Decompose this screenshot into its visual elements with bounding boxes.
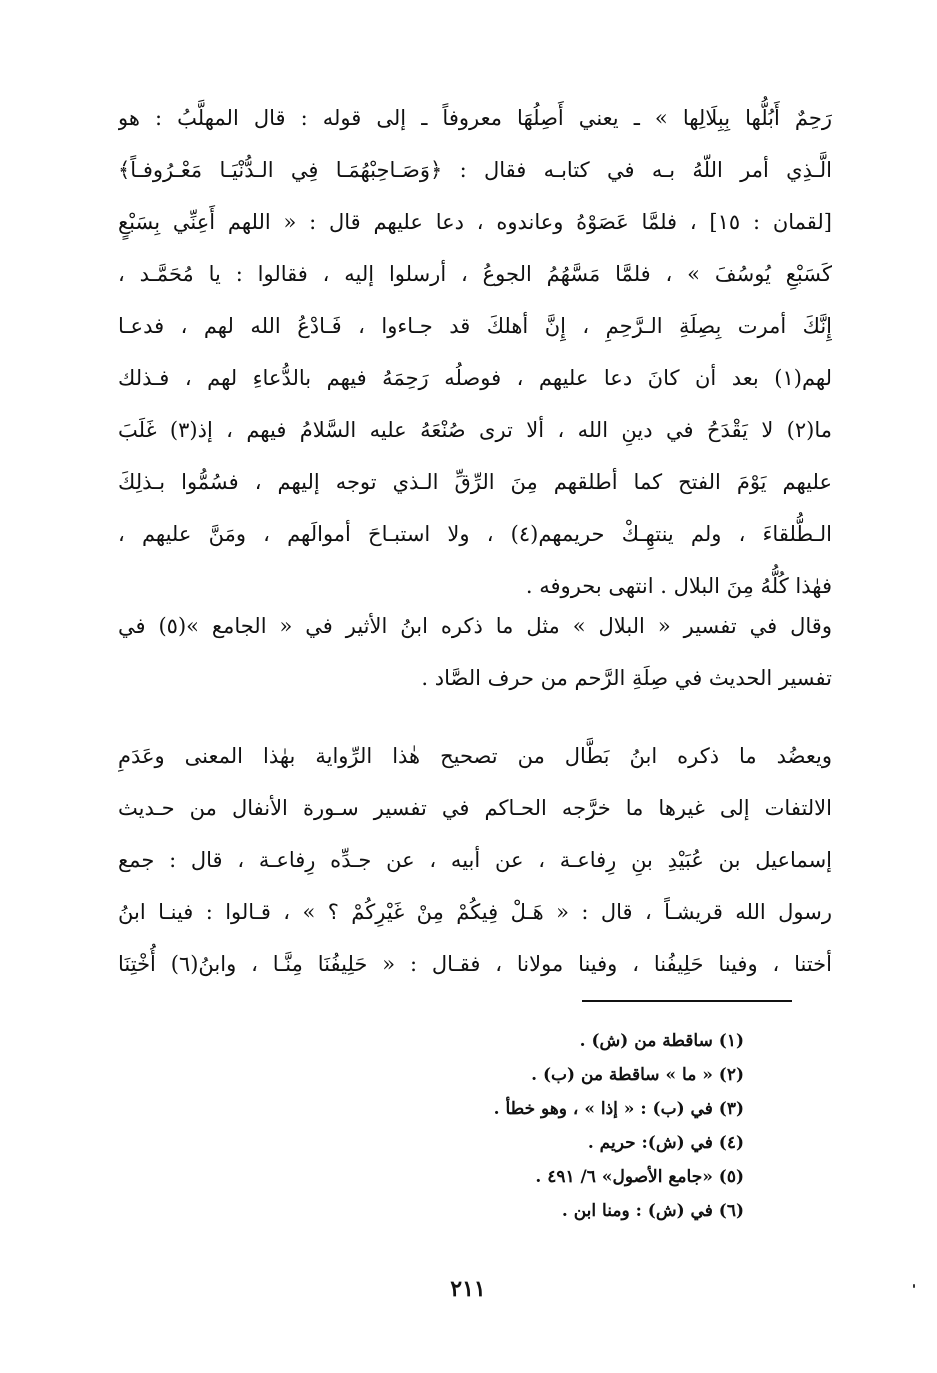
text-line: ويعضُد ما ذكره ابنُ بَطَّال من تصحيح هٰذا الرِّواية بهٰذا المعنى وعَدَمِ: [118, 744, 832, 768]
footnote-item: (٤) في (ش): حريم .: [587, 1133, 744, 1153]
text-line: الَّـذِي أمر اللّهُ بـه في كتابـه فقال : ﴿وَصَـاحِبْهُمَـا فِي الـدُّنْيَـا مَعْـرُوفـاً﴾: [118, 158, 832, 182]
paragraph-3: [118, 730, 832, 990]
text-line: إسماعيل بن عُبَيْدِ بنِ رِفاعـة ، عن أبيه ، عن جـدِّه رِفاعـة ، قال : جمع: [118, 848, 832, 872]
footnote-item: (٣) في (ب) : « إذا » ، وهو خطأ .: [493, 1099, 744, 1119]
footnote-item: (٢) « ما » ساقطة من (ب) .: [531, 1065, 744, 1085]
footnotes: [300, 1024, 744, 1228]
text-line: كَسَبْعِ يُوسُفَ » ، فلمَّا مَسَّهُمُ الجوعُ ، أرسلوا إليه ، فقالوا : يا مُحَمَّـد ،: [118, 262, 832, 286]
text-line: الـطُّلقاءَ ، ولم ينتهِـكْ حريمهم(٤) ، ولا استبـاحَ أموالَهم ، ومَنَّ عليهم ،: [118, 522, 832, 546]
footnote-divider: [582, 1000, 792, 1002]
text-line: إِنَّكَ أمرت بِصِلَةِ الـرَّحِمِ ، إِنَّ أهلكَ قد جـاءوا ، فَـادْعُ الله لهم ، فدعـا: [118, 314, 832, 338]
text-line: ما(٢) لا يَقْدَحُ في دينِ الله ، ألا ترى صُنْعَهُ عليه السَّلامُ فيهم ، إذ(٣) غَلَبَ: [118, 418, 832, 442]
footnote-item: (٦) في (ش) : ومنا ابن .: [561, 1201, 744, 1221]
text-line: [لقمان : ١٥] ، فلمَّا عَصَوْهُ وعاندوه ، دعا عليهم قال : « اللهم أَعِنِّي بِسَبْعٍ: [118, 210, 832, 234]
text-line: تفسير الحديث في صِلَةِ الرَّحم من حرف الصَّاد .: [421, 666, 832, 690]
text-line: لهم(١) بعد أن كانَ دعا عليهم ، فوصلُه رَحِمَهُ فيهم بالدُّعاءِ لهم ، فـذلك: [118, 366, 832, 390]
footnote-item: (١) ساقطة من (ش) .: [579, 1031, 744, 1051]
text-line: وقال في تفسير « البلال » مثل ما ذكره ابنُ الأثير في « الجامع »(٥) في: [118, 614, 832, 638]
text-line: رَحِمٌ أَبُلُّها بِبِلَالِها » ـ يعني أَصِلُهَا معروفاً ـ إلى قوله : قال المهلَّبُ : هو: [118, 106, 832, 130]
paragraph-2: [118, 600, 832, 704]
text-line: فهٰذا كُلُّهُ مِنَ البلال . انتهى بحروفه .: [525, 574, 832, 598]
text-line: أختنا ، وفينا حَلِيفُنا ، وفينا مولانا ، فقـال : « حَلِيفُنَا مِنَّـا ، وابنُ(٦) أُخْتِنَا: [118, 952, 832, 976]
scan-speck: [913, 1284, 915, 1288]
text-line: الالتفات إلى غيرها ما خرَّجه الحـاكم في تفسير سـورة الأنفال من حـديث: [118, 796, 832, 820]
footnote-item: (٥) «جامع الأصول» ٦/ ٤٩١ .: [535, 1167, 744, 1187]
text-line: عليهم يَوْمَ الفتح كما أطلقهم مِنَ الرِّقِّ الـذي توجه إليهم ، فسُمُّوا بـذلِكَ: [118, 470, 832, 494]
paragraph-1: [118, 92, 832, 612]
text-line: رسول الله قريشـاً ، قال : « هَـلْ فِيكُمْ مِنْ غَيْرِكُمْ ؟ » ، قـالوا : فينـا ابنُ: [118, 900, 832, 924]
page-number: ٢١١: [450, 1276, 486, 1302]
